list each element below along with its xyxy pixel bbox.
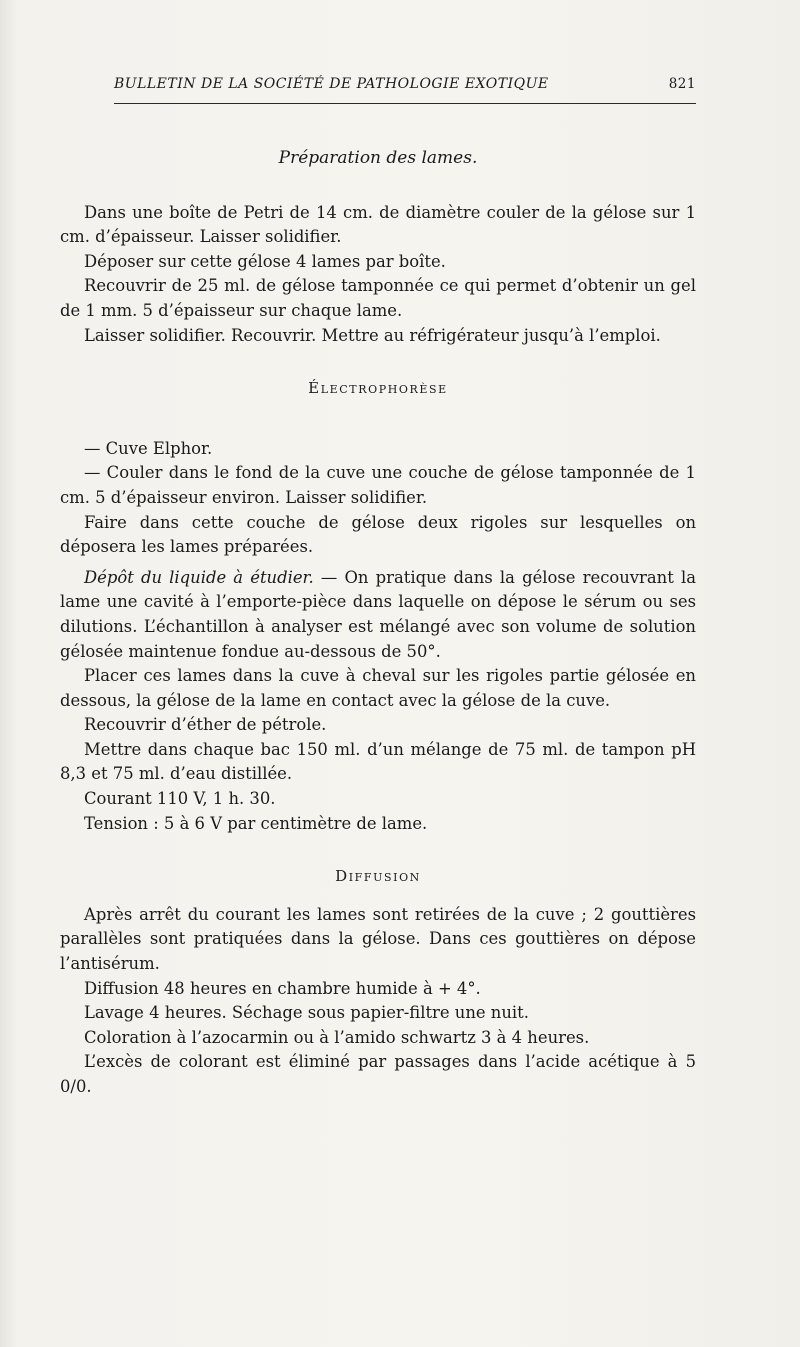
subsection-label: Dépôt du liquide à étudier. <box>84 567 314 587</box>
paragraph-text: — On pratique dans la gélose recouvrant la lame une cavité à l’emporte-pièce dans laquelle on dépose le sérum ou ses dilutions. L’échantillon à analyser est mélangé avec son volume de solution gélosée maintenue fondue au-dessous de 50°. <box>60 567 696 661</box>
header-rule <box>114 103 696 104</box>
page-body <box>60 146 696 1100</box>
section-heading-diffusion: Diffusion <box>335 867 421 886</box>
paragraph <box>60 566 696 664</box>
section-heading-electrophorese: Électrophorèse <box>308 379 448 398</box>
paragraph: Après arrêt du courant les lames sont retirées de la cuve ; 2 gouttières parallèles sont pratiquées dans la gélose. Dans ces gouttières on dépose l’antisérum. <box>60 904 696 974</box>
paragraph: L’excès de colorant est éliminé par passages dans l’acide acétique à 5 0/0. <box>60 1052 696 1096</box>
running-header <box>114 76 696 92</box>
paragraph: Coloration à l’azocarmin ou à l’amido schwartz 3 à 4 heures. <box>84 1027 590 1047</box>
paragraph: Dans une boîte de Petri de 14 cm. de diamètre couler de la gélose sur 1 cm. d’épaisseur. Laisser solidifier. <box>60 202 696 247</box>
paragraph: Lavage 4 heures. Séchage sous papier-filtre une nuit. <box>84 1003 529 1023</box>
paragraph: Recouvrir de 25 ml. de gélose tamponnée ce qui permet d’obtenir un gel de 1 mm. 5 d’épaisseur sur chaque lame. <box>60 276 696 320</box>
paragraph: Courant 110 V, 1 h. 30. <box>84 789 276 809</box>
paragraph: — Couler dans le fond de la cuve une couche de gélose tamponnée de 1 cm. 5 d’épaisseur environ. Laisser solidifier. <box>60 463 696 507</box>
paragraph: Mettre dans chaque bac 150 ml. d’un mélange de 75 ml. de tampon pH 8,3 et 75 ml. d’eau distillée. <box>60 739 696 784</box>
running-title: BULLETIN DE LA SOCIÉTÉ DE PATHOLOGIE EXOTIQUE <box>114 76 549 92</box>
paragraph: Déposer sur cette gélose 4 lames par boîte. <box>84 251 446 271</box>
paragraph: Recouvrir d’éther de pétrole. <box>84 715 327 735</box>
paragraph: Placer ces lames dans la cuve à cheval sur les rigoles partie gélosée en dessous, la gélose de la lame en contact avec la gélose de la cuve. <box>60 666 696 710</box>
paragraph: Tension : 5 à 6 V par centimètre de lame. <box>84 813 428 833</box>
paragraph: Laisser solidifier. Recouvrir. Mettre au réfrigérateur jusqu’à l’emploi. <box>84 325 661 345</box>
paragraph: Faire dans cette couche de gélose deux rigoles sur lesquelles on déposera les lames préparées. <box>60 512 696 557</box>
section-heading-preparation: Préparation des lames. <box>278 148 478 168</box>
paragraph: Diffusion 48 heures en chambre humide à + 4°. <box>84 978 481 998</box>
paragraph: — Cuve Elphor. <box>84 438 213 458</box>
page-number: 821 <box>668 76 696 92</box>
